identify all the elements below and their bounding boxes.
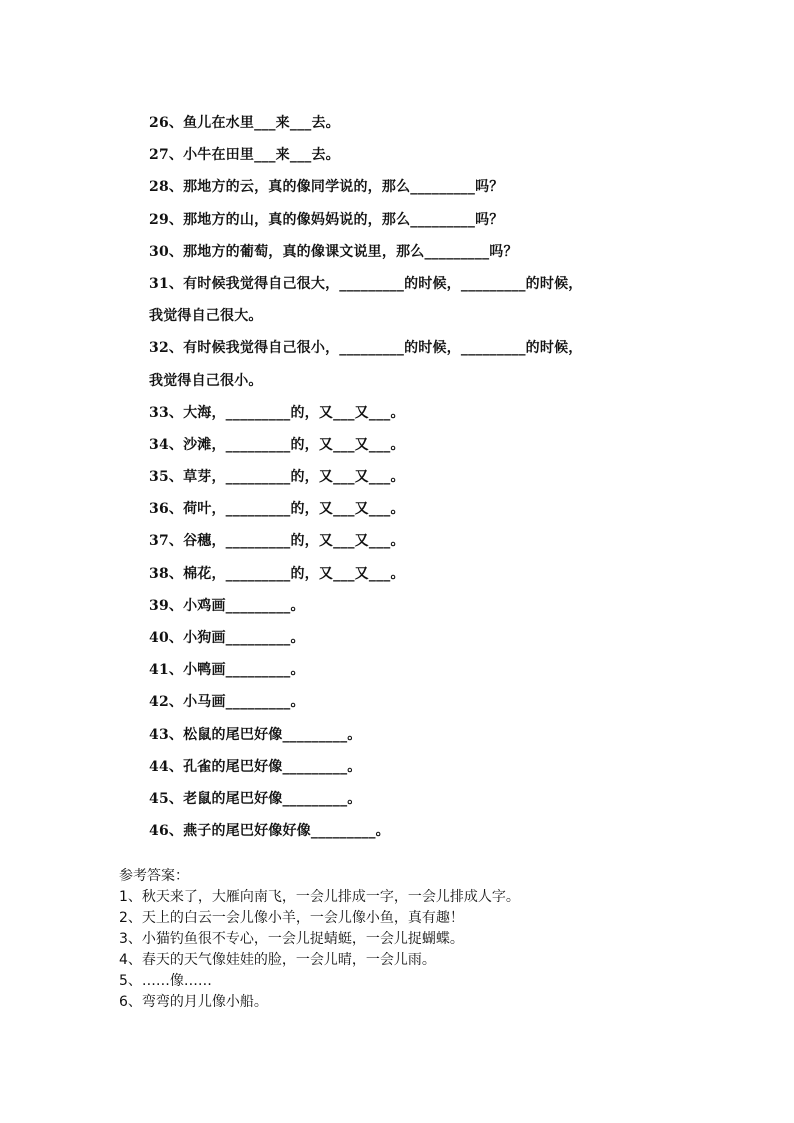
question-item: 32、有时候我觉得自己很小，_________的时候，_________的时候，: [149, 340, 583, 357]
question-item: 40、小狗画_________。: [149, 630, 305, 646]
question-item: 31、有时候我觉得自己很大，_________的时候，_________的时候，: [149, 275, 583, 292]
question-continuation: 我觉得自己很小。: [149, 372, 263, 389]
question-item: 28、那地方的云，真的像同学说的，那么_________吗？: [149, 179, 504, 196]
question-continuation: 我觉得自己很大。: [149, 308, 263, 325]
question-item: 46、燕子的尾巴好像好像_________。: [149, 823, 390, 840]
question-item: 44、孔雀的尾巴好像_________。: [149, 758, 362, 775]
question-item: 41、小鸭画_________。: [149, 662, 305, 679]
answer-item: 6、弯弯的月儿像小船。: [119, 994, 268, 1010]
question-item: 34、沙滩，_________的，又___又___。: [149, 436, 405, 453]
question-item: 30、那地方的葡萄，真的像课文说里，那么_________吗？: [149, 243, 518, 260]
question-item: 42、小马画_________。: [149, 694, 305, 711]
question-item: 37、谷穗，_________的，又___又___。: [149, 533, 405, 550]
answer-item: 4、春天的天气像娃娃的脸，一会儿晴，一会儿雨。: [119, 952, 436, 968]
question-item: 38、棉花，_________的，又___又___。: [149, 565, 405, 582]
question-item: 36、荷叶，_________的，又___又___。: [149, 501, 405, 518]
answer-item: 3、小猫钓鱼很不专心，一会儿捉蜻蜓，一会儿捉蝴蝶。: [119, 931, 464, 947]
question-item: 33、大海，_________的，又___又___。: [149, 404, 405, 421]
answer-item: 1、秋天来了，大雁向南飞，一会儿排成一字，一会儿排成人字。: [119, 889, 520, 905]
answer-key: [119, 866, 779, 1013]
answer-key-title: 参考答案：: [119, 868, 189, 884]
question-list: [149, 112, 769, 852]
question-item: 43、松鼠的尾巴好像_________。: [149, 726, 362, 743]
question-item: 29、那地方的山，真的像妈妈说的，那么_________吗？: [149, 211, 504, 228]
answer-item: 5、……像……: [119, 973, 212, 989]
question-item: 27、小牛在田里___来___去。: [149, 147, 340, 164]
question-item: 26、鱼儿在水里___来___去。: [149, 115, 340, 131]
question-item: 45、老鼠的尾巴好像_________。: [149, 790, 362, 807]
question-item: 39、小鸡画_________。: [149, 597, 305, 614]
answer-item: 2、天上的白云一会儿像小羊，一会儿像小鱼，真有趣！: [119, 910, 464, 926]
question-item: 35、草芽，_________的，又___又___。: [149, 469, 405, 486]
